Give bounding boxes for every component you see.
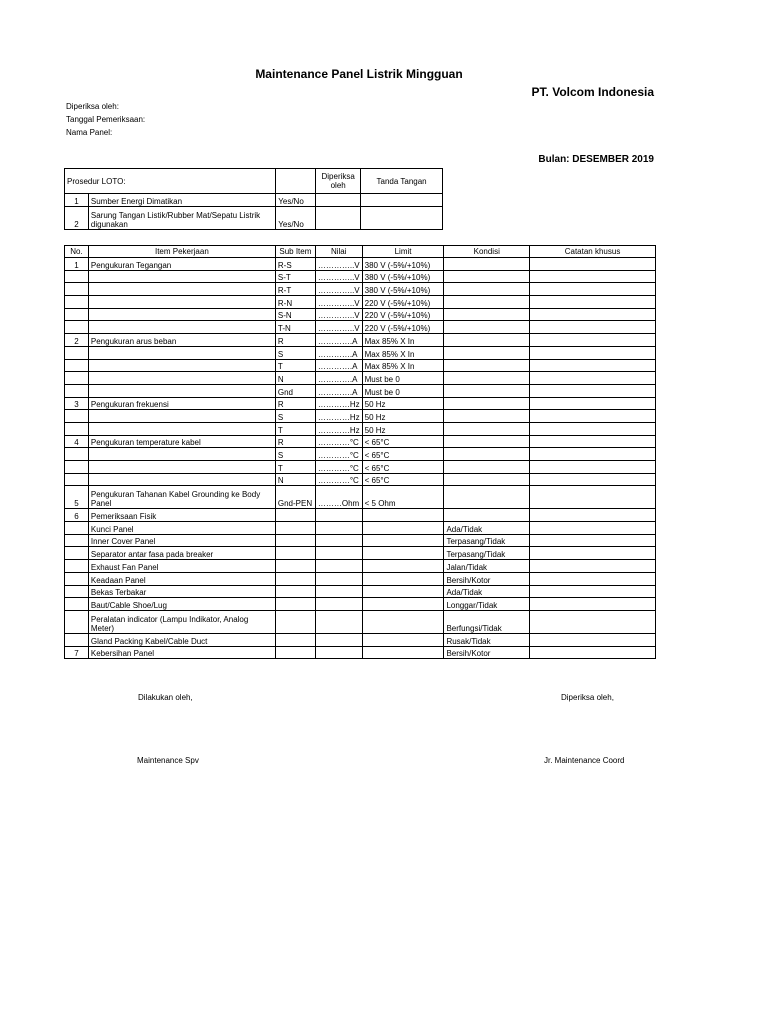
row-sub-item: S — [275, 448, 315, 461]
row-condition[interactable] — [444, 397, 530, 410]
row-notes[interactable] — [530, 610, 656, 633]
row-condition[interactable] — [444, 359, 530, 372]
row-notes[interactable] — [530, 435, 656, 448]
row-value[interactable] — [315, 610, 362, 633]
row-limit — [362, 560, 444, 573]
row-item — [88, 321, 275, 334]
row-value[interactable]: …………..V — [315, 258, 362, 271]
loto-row-no: 2 — [65, 207, 89, 230]
header-notes: Catatan khusus — [530, 246, 656, 258]
row-limit: 220 V (-5%/+10%) — [362, 321, 444, 334]
row-condition[interactable]: Bersih/Kotor — [444, 646, 530, 659]
header-value: Nilai — [315, 246, 362, 258]
table-row — [65, 473, 656, 486]
header-limit: Limit — [362, 246, 444, 258]
row-sub-item — [275, 598, 315, 611]
row-no — [65, 448, 89, 461]
row-limit: 380 V (-5%/+10%) — [362, 258, 444, 271]
checked-by-label: Diperiksa oleh: — [66, 102, 119, 111]
row-item — [88, 461, 275, 474]
row-item — [88, 410, 275, 423]
page-title: Maintenance Panel Listrik Mingguan — [255, 67, 463, 81]
header-item: Item Pekerjaan — [88, 246, 275, 258]
row-notes[interactable] — [530, 473, 656, 486]
row-condition[interactable] — [444, 435, 530, 448]
row-no — [65, 534, 89, 547]
row-sub-item: T-N — [275, 321, 315, 334]
table-row — [65, 296, 656, 309]
row-no — [65, 598, 89, 611]
row-notes[interactable] — [530, 270, 656, 283]
row-item — [88, 422, 275, 435]
row-value[interactable]: …………Hz — [315, 410, 362, 423]
row-sub-item: Gnd-PEN — [275, 486, 315, 509]
table-row — [65, 610, 656, 633]
table-row — [65, 633, 656, 646]
row-value[interactable] — [315, 522, 362, 535]
row-item: Pengukuran Tegangan — [88, 258, 275, 271]
coordinator-role: Jr. Maintenance Coord — [544, 756, 625, 765]
row-sub-item — [275, 509, 315, 522]
row-notes[interactable] — [530, 334, 656, 347]
row-item: Exhaust Fan Panel — [88, 560, 275, 573]
row-sub-item — [275, 572, 315, 585]
row-value[interactable]: …………°C — [315, 435, 362, 448]
row-no — [65, 522, 89, 535]
row-sub-item: N — [275, 473, 315, 486]
row-no — [65, 572, 89, 585]
row-value[interactable]: …………°C — [315, 473, 362, 486]
table-row — [65, 598, 656, 611]
row-sub-item: S-N — [275, 308, 315, 321]
row-item: Pengukuran frekuensi — [88, 397, 275, 410]
row-item: Pengukuran Tahanan Kabel Grounding ke Body Panel — [88, 486, 275, 509]
row-limit: Must be 0 — [362, 372, 444, 385]
loto-row-checked[interactable] — [316, 207, 361, 230]
row-notes[interactable] — [530, 522, 656, 535]
row-no: 2 — [65, 334, 89, 347]
row-sub-item — [275, 610, 315, 633]
row-no: 3 — [65, 397, 89, 410]
header-no: No. — [65, 246, 89, 258]
row-limit — [362, 598, 444, 611]
row-condition[interactable] — [444, 384, 530, 397]
row-item: Kunci Panel — [88, 522, 275, 535]
row-condition[interactable]: Ada/Tidak — [444, 585, 530, 598]
row-limit: 220 V (-5%/+10%) — [362, 308, 444, 321]
row-sub-item: S-T — [275, 270, 315, 283]
row-notes[interactable] — [530, 633, 656, 646]
row-item — [88, 473, 275, 486]
row-item — [88, 308, 275, 321]
row-item: Peralatan indicator (Lampu Indikator, Analog Meter) — [88, 610, 275, 633]
table-row — [65, 585, 656, 598]
row-value[interactable] — [315, 633, 362, 646]
row-notes[interactable] — [530, 410, 656, 423]
row-condition[interactable]: Terpasang/Tidak — [444, 547, 530, 560]
row-value[interactable]: …………..V — [315, 283, 362, 296]
row-value[interactable]: ………….A — [315, 334, 362, 347]
row-sub-item: R — [275, 334, 315, 347]
row-sub-item — [275, 646, 315, 659]
table-row — [65, 346, 656, 359]
row-no: 4 — [65, 435, 89, 448]
row-item: Baut/Cable Shoe/Lug — [88, 598, 275, 611]
row-no — [65, 359, 89, 372]
row-value[interactable] — [315, 646, 362, 659]
row-limit: Max 85% X In — [362, 334, 444, 347]
row-condition[interactable]: Rusak/Tidak — [444, 633, 530, 646]
loto-header-blank — [276, 169, 316, 194]
row-notes[interactable] — [530, 486, 656, 509]
loto-row-value[interactable]: Yes/No — [276, 194, 316, 207]
row-condition[interactable] — [444, 308, 530, 321]
table-row — [65, 646, 656, 659]
row-sub-item — [275, 585, 315, 598]
row-item: Pengukuran temperature kabel — [88, 435, 275, 448]
table-row — [65, 321, 656, 334]
row-condition[interactable] — [444, 372, 530, 385]
row-value[interactable]: ………….A — [315, 372, 362, 385]
row-no — [65, 461, 89, 474]
row-condition[interactable] — [444, 258, 530, 271]
supervisor-role: Maintenance Spv — [137, 756, 199, 765]
loto-row-item: Sumber Energi Dimatikan — [88, 194, 275, 207]
row-condition[interactable] — [444, 509, 530, 522]
row-value[interactable]: ………….A — [315, 359, 362, 372]
row-no — [65, 283, 89, 296]
row-sub-item — [275, 534, 315, 547]
row-condition[interactable] — [444, 346, 530, 359]
row-limit: < 65°C — [362, 473, 444, 486]
row-limit: Max 85% X In — [362, 359, 444, 372]
table-row — [65, 270, 656, 283]
loto-table — [64, 168, 443, 230]
panel-name-label: Nama Panel: — [66, 128, 113, 137]
row-value[interactable]: …………Hz — [315, 397, 362, 410]
row-notes[interactable] — [530, 585, 656, 598]
row-no: 7 — [65, 646, 89, 659]
row-limit: 50 Hz — [362, 422, 444, 435]
row-limit: 380 V (-5%/+10%) — [362, 283, 444, 296]
table-row — [65, 509, 656, 522]
row-limit — [362, 509, 444, 522]
row-notes[interactable] — [530, 572, 656, 585]
row-limit — [362, 646, 444, 659]
row-limit: Must be 0 — [362, 384, 444, 397]
table-row — [65, 534, 656, 547]
row-condition[interactable] — [444, 461, 530, 474]
row-limit — [362, 572, 444, 585]
table-row — [65, 384, 656, 397]
table-row — [65, 435, 656, 448]
row-no: 6 — [65, 509, 89, 522]
row-no — [65, 346, 89, 359]
row-limit: < 65°C — [362, 435, 444, 448]
row-notes[interactable] — [530, 258, 656, 271]
row-condition[interactable] — [444, 270, 530, 283]
row-notes[interactable] — [530, 422, 656, 435]
row-value[interactable]: ………….A — [315, 346, 362, 359]
row-condition[interactable]: Terpasang/Tidak — [444, 534, 530, 547]
row-limit — [362, 610, 444, 633]
row-limit: Max 85% X In — [362, 346, 444, 359]
row-no — [65, 422, 89, 435]
month-label: Bulan: DESEMBER 2019 — [538, 154, 654, 165]
row-item — [88, 372, 275, 385]
row-item — [88, 283, 275, 296]
row-notes[interactable] — [530, 372, 656, 385]
row-value[interactable]: …………..V — [315, 270, 362, 283]
row-sub-item: Gnd — [275, 384, 315, 397]
row-no — [65, 633, 89, 646]
row-value[interactable]: …………..V — [315, 296, 362, 309]
table-row — [65, 572, 656, 585]
table-row — [65, 410, 656, 423]
table-row — [65, 422, 656, 435]
row-item — [88, 384, 275, 397]
row-notes[interactable] — [530, 448, 656, 461]
row-value[interactable]: …………°C — [315, 448, 362, 461]
table-row — [65, 397, 656, 410]
row-condition[interactable] — [444, 296, 530, 309]
row-condition[interactable]: Berfungsi/Tidak — [444, 610, 530, 633]
row-value[interactable] — [315, 585, 362, 598]
row-no — [65, 372, 89, 385]
row-item: Pemeriksaan Fisik — [88, 509, 275, 522]
row-no — [65, 547, 89, 560]
row-sub-item: S — [275, 346, 315, 359]
table-row — [65, 283, 656, 296]
row-notes[interactable] — [530, 534, 656, 547]
row-limit: 50 Hz — [362, 410, 444, 423]
row-no: 5 — [65, 486, 89, 509]
row-value[interactable] — [315, 598, 362, 611]
loto-row-item: Sarung Tangan Listik/Rubber Mat/Sepatu Listrik digunakan — [88, 207, 275, 230]
loto-header-signature: Tanda Tangan — [361, 169, 443, 194]
row-notes[interactable] — [530, 560, 656, 573]
row-item — [88, 359, 275, 372]
table-row — [65, 547, 656, 560]
row-condition[interactable]: Bersih/Kotor — [444, 572, 530, 585]
row-notes[interactable] — [530, 509, 656, 522]
row-no — [65, 610, 89, 633]
row-value[interactable]: …………Hz — [315, 422, 362, 435]
row-item: Separator antar fasa pada breaker — [88, 547, 275, 560]
inspection-date-label: Tanggal Pemeriksaan: — [66, 115, 146, 124]
row-item — [88, 296, 275, 309]
row-item: Inner Cover Panel — [88, 534, 275, 547]
row-no — [65, 384, 89, 397]
row-limit: < 5 Ohm — [362, 486, 444, 509]
company-name: PT. Volcom Indonesia — [531, 85, 654, 99]
table-row — [65, 560, 656, 573]
row-value[interactable] — [315, 509, 362, 522]
loto-row-no: 1 — [65, 194, 89, 207]
row-condition[interactable] — [444, 448, 530, 461]
row-sub-item: R — [275, 397, 315, 410]
table-row — [65, 258, 656, 271]
row-no — [65, 560, 89, 573]
row-item: Keadaan Panel — [88, 572, 275, 585]
table-row — [65, 359, 656, 372]
row-notes[interactable] — [530, 547, 656, 560]
table-row — [65, 461, 656, 474]
row-sub-item: R-N — [275, 296, 315, 309]
row-limit: 50 Hz — [362, 397, 444, 410]
row-no — [65, 308, 89, 321]
row-limit: < 65°C — [362, 448, 444, 461]
row-condition[interactable] — [444, 334, 530, 347]
row-sub-item — [275, 547, 315, 560]
row-condition[interactable] — [444, 473, 530, 486]
row-notes[interactable] — [530, 321, 656, 334]
table-row — [65, 372, 656, 385]
loto-header-checked: Diperiksa oleh — [316, 169, 361, 194]
table-row — [65, 522, 656, 535]
row-value[interactable] — [315, 534, 362, 547]
row-no — [65, 296, 89, 309]
loto-header-procedure: Prosedur LOTO: — [65, 169, 276, 194]
row-item: Pengukuran arus beban — [88, 334, 275, 347]
row-sub-item: S — [275, 410, 315, 423]
row-item: Gland Packing Kabel/Cable Duct — [88, 633, 275, 646]
row-value[interactable]: ………Ohm — [315, 486, 362, 509]
row-sub-item: T — [275, 422, 315, 435]
row-sub-item — [275, 560, 315, 573]
table-row — [65, 308, 656, 321]
row-notes[interactable] — [530, 296, 656, 309]
row-no: 1 — [65, 258, 89, 271]
row-value[interactable]: …………..V — [315, 321, 362, 334]
row-limit — [362, 534, 444, 547]
checked-by-signature-label: Diperiksa oleh, — [561, 693, 614, 702]
row-limit: 220 V (-5%/+10%) — [362, 296, 444, 309]
table-row — [65, 486, 656, 509]
row-notes[interactable] — [530, 283, 656, 296]
row-item — [88, 448, 275, 461]
row-condition[interactable] — [444, 283, 530, 296]
row-no — [65, 473, 89, 486]
row-limit — [362, 522, 444, 535]
loto-row-value[interactable]: Yes/No — [276, 207, 316, 230]
performed-by-label: Dilakukan oleh, — [138, 693, 193, 702]
row-value[interactable] — [315, 560, 362, 573]
row-notes[interactable] — [530, 598, 656, 611]
loto-row-checked[interactable] — [316, 194, 361, 207]
row-item — [88, 270, 275, 283]
table-row — [65, 334, 656, 347]
row-no — [65, 321, 89, 334]
row-no — [65, 585, 89, 598]
row-value[interactable]: …………°C — [315, 461, 362, 474]
row-value[interactable] — [315, 547, 362, 560]
row-sub-item: N — [275, 372, 315, 385]
row-sub-item: R — [275, 435, 315, 448]
row-notes[interactable] — [530, 384, 656, 397]
row-item: Kebersihan Panel — [88, 646, 275, 659]
row-condition[interactable] — [444, 321, 530, 334]
row-condition[interactable]: Jalan/Tidak — [444, 560, 530, 573]
row-item: Bekas Terbakar — [88, 585, 275, 598]
row-condition[interactable] — [444, 422, 530, 435]
row-value[interactable]: …………..V — [315, 308, 362, 321]
row-sub-item — [275, 522, 315, 535]
row-sub-item: T — [275, 359, 315, 372]
loto-row-signature[interactable] — [361, 207, 443, 230]
row-limit — [362, 633, 444, 646]
row-value[interactable] — [315, 572, 362, 585]
header-condition: Kondisi — [444, 246, 530, 258]
maintenance-table — [64, 245, 656, 659]
row-sub-item — [275, 633, 315, 646]
row-no — [65, 410, 89, 423]
row-limit — [362, 585, 444, 598]
row-limit: < 65°C — [362, 461, 444, 474]
row-limit: 380 V (-5%/+10%) — [362, 270, 444, 283]
row-condition[interactable] — [444, 486, 530, 509]
row-sub-item: T — [275, 461, 315, 474]
loto-row-signature[interactable] — [361, 194, 443, 207]
row-no — [65, 270, 89, 283]
row-limit — [362, 547, 444, 560]
row-sub-item: R-S — [275, 258, 315, 271]
row-sub-item: R-T — [275, 283, 315, 296]
row-notes[interactable] — [530, 461, 656, 474]
row-notes[interactable] — [530, 359, 656, 372]
row-condition[interactable]: Ada/Tidak — [444, 522, 530, 535]
table-row — [65, 448, 656, 461]
row-value[interactable]: ………….A — [315, 384, 362, 397]
header-sub-item: Sub Item — [275, 246, 315, 258]
row-notes[interactable] — [530, 308, 656, 321]
row-notes[interactable] — [530, 646, 656, 659]
row-condition[interactable]: Longgar/Tidak — [444, 598, 530, 611]
row-notes[interactable] — [530, 346, 656, 359]
row-notes[interactable] — [530, 397, 656, 410]
row-item — [88, 346, 275, 359]
row-condition[interactable] — [444, 410, 530, 423]
